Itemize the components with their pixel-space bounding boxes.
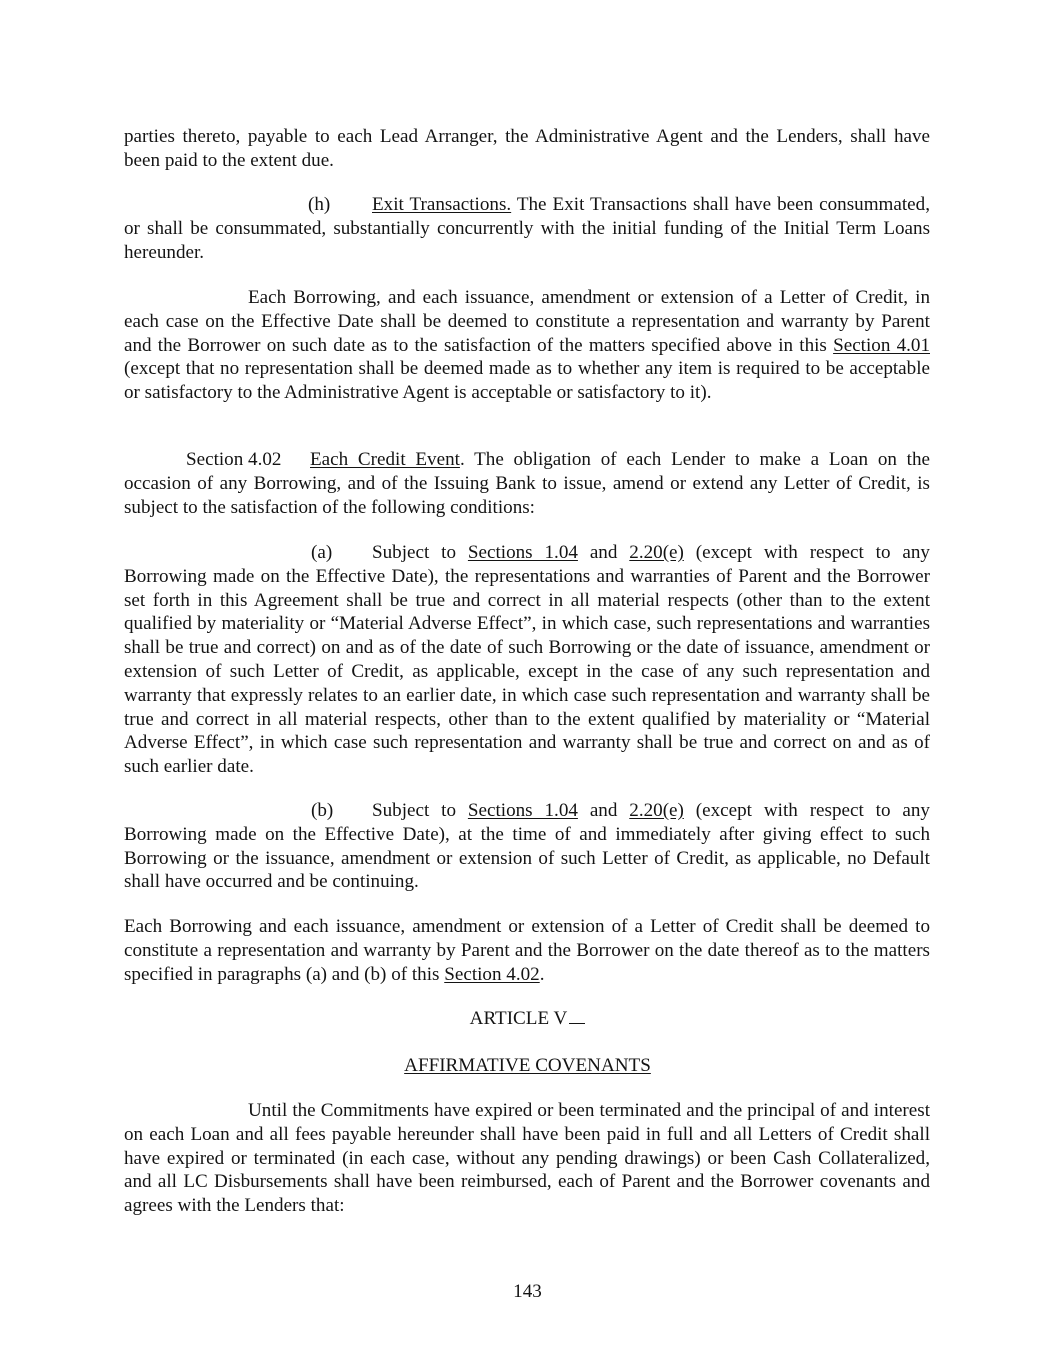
section-4-02-link[interactable]: Section 4.02 xyxy=(444,963,540,985)
section-2-20e-link[interactable]: 2.20(e) xyxy=(629,800,684,821)
section-4-02-text: . The obligation of each Lender to make a Loan on the occasion of any Borrowing, and of the Issuing Bank to issue, amend or extend any Letter of Credit, is subject to the satisfaction of the following conditions: xyxy=(124,449,931,518)
section-2-20e-link[interactable]: 2.20(e) xyxy=(629,542,684,563)
affirmative-covenants-title: AFFIRMATIVE COVENANTS xyxy=(404,1055,651,1076)
each-credit-event-heading: Each Credit Event xyxy=(310,449,460,470)
clause-a-and: and xyxy=(589,542,618,563)
clause-h-paragraph xyxy=(124,193,930,264)
sections-1-04-link[interactable]: Sections 1.04 xyxy=(467,542,578,563)
each-borrowing-2-text-b: . xyxy=(539,963,545,985)
clause-b-text: (except with respect to any Borrowing made on the Effective Date), at the time of and immediately after giving effect to such Borrowing or the issuance, amendment or extension of such Letter of Credit, as applicable, no Default shall have occurred and be continuing. xyxy=(124,800,930,893)
intro-paragraph xyxy=(124,125,930,173)
exit-transactions-heading: Exit Transactions. xyxy=(372,194,512,215)
section-4-02-label: Section 4.02 xyxy=(186,449,282,470)
sections-1-04-link[interactable]: Sections 1.04 xyxy=(467,800,578,821)
article-title xyxy=(0,1054,1055,1078)
clause-b-and: and xyxy=(589,800,618,821)
clause-h-label: (h) xyxy=(308,194,331,215)
until-text: Until the Commitments have expired or been terminated and the principal of and interest on each Loan and all fees payable hereunder shall have been paid in full and all Letters of Credit shall have expired or terminated (in each case, without any pending drawings) or been Cash Collateralized, and all LC Disbursements shall have been reimbursed, each of Parent and the Borrower covenants and agrees with the Lenders that: xyxy=(124,1100,930,1217)
clause-a-text: (except with respect to any Borrowing made on the Effective Date), the representations and warranties of Parent and the Borrower set forth in this Agreement shall be true and correct in all material respects (other than to the extent qualified by materiality or “Material Adverse Effect”, in which case, such representations and warranties shall be true and correct) on and as of the date of such Borrowing or the date of issuance, amendment or extension of such Letter of Credit, as applicable, except in the case of any such representation and warranty that expressly relates to an earlier date, in which case such representation and warranty shall be true and correct in all material respects, other than to the extent qualified by materiality or “Material Adverse Effect”, in which case such representation and warranty shall be true and correct on and as of such earlier date. xyxy=(124,542,930,778)
page-number-text: 143 xyxy=(513,1281,542,1302)
clause-h-text: The Exit Transactions shall have been consummated, or shall be consummated, substantially concurrently with the initial funding of the Initial Term Loans hereunder. xyxy=(124,194,930,263)
each-borrowing-2-text-a: Each Borrowing and each issuance, amendment or extension of a Letter of Credit shall be deemed to constitute a representation and warranty by Parent and the Borrower on the date thereof as to the matters specified in paragraphs (a) and (b) of this xyxy=(124,916,930,985)
each-borrowing-2-paragraph xyxy=(124,915,930,986)
section-4-01-link[interactable]: Section 4.01 xyxy=(833,334,930,356)
clause-b-label: (b) xyxy=(311,800,334,821)
clause-a-paragraph xyxy=(124,541,930,779)
each-borrowing-text-b: (except that no representation shall be deemed made as to whether any item is required to be acceptable or satisfactory to the Administrative Agent is acceptable or satisfactory to it). xyxy=(124,358,930,404)
page-number xyxy=(0,1280,1055,1304)
clause-a-label: (a) xyxy=(311,542,333,563)
article-heading xyxy=(0,1007,1055,1031)
each-borrowing-paragraph xyxy=(124,286,930,405)
article-number: ARTICLE V xyxy=(469,1008,568,1029)
each-borrowing-text-a: Each Borrowing, and each issuance, amendment or extension of a Letter of Credit, in each case on the Effective Date shall be deemed to constitute a representation and warranty by Parent and the Borrower on such date as to the satisfaction of the matters specified above in this xyxy=(124,287,930,356)
intro-text: parties thereto, payable to each Lead Arranger, the Administrative Agent and the Lenders, shall have been paid to the extent due. xyxy=(124,126,930,171)
until-paragraph xyxy=(124,1099,930,1218)
section-4-02-paragraph xyxy=(124,448,930,519)
clause-a-text-pre: Subject to xyxy=(372,542,457,563)
clause-b-paragraph xyxy=(124,799,930,894)
clause-b-text-pre: Subject to xyxy=(372,800,457,821)
